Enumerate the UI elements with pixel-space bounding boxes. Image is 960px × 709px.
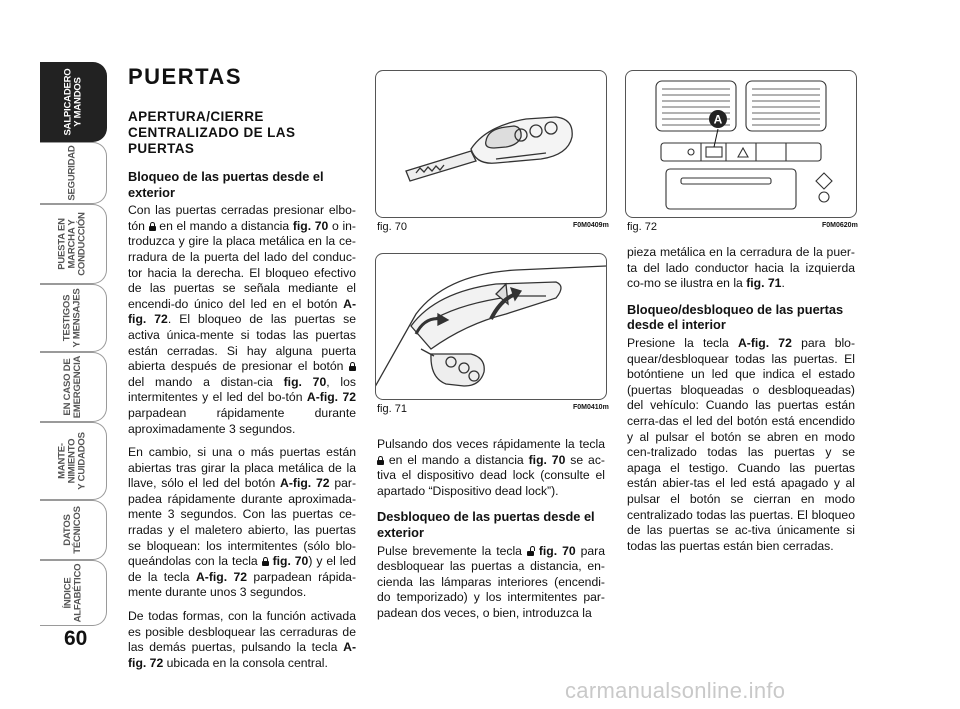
paragraph: Con las puertas cerradas presionar elbo-tón en el mando a distancia fig. 70 o in-troduzca y gire la placa metálica en la ce-rradura de la puerta del lado del conduc-tor hacia la derecha. El bloqueo efectivo de las puertas se señala mediante el encendi-do único del led en el botón A-fig. 72. El bloqueo de las puertas se activa única-mente si todas las puertas están cerradas. Si hay alguna puerta abierta después de presionar el botón del mando a distan-cia fig. 70, los intermitentes y el led del bo-tón A-fig. 72 parpadean rápidamente durante aproximadamente 3 segundos.: [128, 203, 357, 436]
page-number: 60: [64, 627, 88, 650]
paragraph: Pulsando dos veces rápidamente la tecla en el mando a distancia fig. 70 se ac-tiva el dispositivo dead lock (consulte el apartado “Dispositivo dead lock”).: [377, 437, 605, 498]
tab-seguridad[interactable]: [40, 142, 107, 204]
tab-datos-tecnicos[interactable]: [40, 500, 107, 560]
figure-code: F0M0410m: [573, 404, 609, 411]
figure-70: [375, 70, 607, 218]
left-column: [128, 109, 356, 679]
tab-testigos[interactable]: [40, 284, 107, 352]
door-handle-illustration: [376, 254, 606, 399]
console-illustration: [626, 71, 856, 217]
unlock-icon: [527, 546, 534, 556]
paragraph: pieza metálica en la cerradura de la puer-ta del lado conductor hacia la izquierda co-mo se ilustra en la fig. 71.: [627, 245, 855, 291]
figure-label: fig. 70: [377, 221, 407, 233]
paragraph: En cambio, si una o más puertas están abiertas tras girar la placa metálica de la llave, sólo el led del botón A-fig. 72 par-padea rápidamente durante aproximada-mente 3 segundos. Con las puertas ce-rradas y el maletero abierto, las puertas se bloquean: los intermitentes (sólo blo-queándolas con la tecla fig. 70) y el led de la tecla A-fig. 72 parpadean rápida-mente durante unos 3 segundos.: [128, 445, 357, 600]
figure-code: F0M0409m: [573, 222, 609, 229]
figure-label: fig. 71: [377, 403, 407, 415]
tab-label: TESTIGOS Y MENSAJES: [61, 288, 83, 348]
paragraph: De todas formas, con la función activada es posible desbloquear las cerraduras de las demás puertas, pulsando la tecla A-fig. 72 ubicada en la consola central.: [128, 609, 357, 670]
watermark: carmanualsonline.info: [565, 678, 786, 703]
subsection-heading: Desbloqueo de las puertas desde el exterior: [377, 509, 595, 540]
tab-label: SEGURIDAD: [67, 145, 78, 201]
marker-a-label: A: [713, 112, 723, 127]
key-fob-illustration: [376, 71, 606, 217]
tab-label: ÍNDICE ALFABÉTICO: [61, 563, 83, 623]
lock-icon: [149, 222, 156, 231]
subsection-heading: Bloqueo/desbloqueo de las puertas desde el interior: [627, 301, 844, 333]
middle-column: [377, 437, 605, 630]
subsection-heading: Bloqueo de las puertas desde el exterior: [128, 169, 324, 200]
paragraph: Pulse brevemente la tecla fig. 70 para desbloquear las puertas a distancia, en-cienda las lámparas interiores (encendi-do temporizado) y los intermitentes par-padean dos veces, o bien, introduzca la: [377, 543, 605, 620]
tab-indice[interactable]: [40, 560, 107, 626]
right-column: [627, 245, 855, 562]
tab-label: PUESTA EN MARCHA Y CONDUCCIÓN: [56, 212, 88, 276]
section-heading: APERTURA/CIERRE CENTRALIZADO DE LAS PUERTAS: [128, 109, 296, 156]
tab-mantenimiento[interactable]: [40, 422, 107, 500]
figure-71: [375, 253, 607, 400]
figure-72: [625, 70, 857, 218]
tab-label: EN CASO DE EMERGENCIA: [62, 355, 83, 419]
figure-code: F0M0620m: [822, 222, 858, 229]
tab-emergencia[interactable]: [40, 352, 107, 422]
lock-icon: [262, 557, 269, 566]
lock-icon: [349, 362, 356, 371]
tab-label: SALPICADERO Y MANDOS: [62, 68, 84, 136]
figure-label: fig. 72: [627, 221, 657, 233]
tab-puesta-en-marcha[interactable]: [40, 204, 107, 284]
chapter-sidebar: [40, 62, 106, 622]
page-title: PUERTAS: [128, 64, 242, 89]
lock-icon: [377, 456, 384, 465]
tab-label: DATOS TÉCNICOS: [62, 506, 83, 554]
tab-label: MANTE- NIMIENTO Y CUIDADOS: [56, 432, 88, 490]
tab-salpicadero[interactable]: [40, 62, 107, 142]
paragraph: Presione la tecla A-fig. 72 para blo-quear/desbloquear todas las puertas. El botóntiene un led que indica el estado (puertas bloqueadas o desbloqueadas) del vehículo: Cuando las puertas están cerra-das el led del botón está encendido y al pulsar el botón se abren en modo cen-tralizado todas las puertas y se apaga el testigo. Cuando las puertas están abier-tas el led está apagado y al pulsar el botón se cierran en modo centralizado todas las puertas. El bloqueo de las puertas se ac-tiva únicamente si todas las puertas están bien cerradas.: [627, 335, 856, 553]
